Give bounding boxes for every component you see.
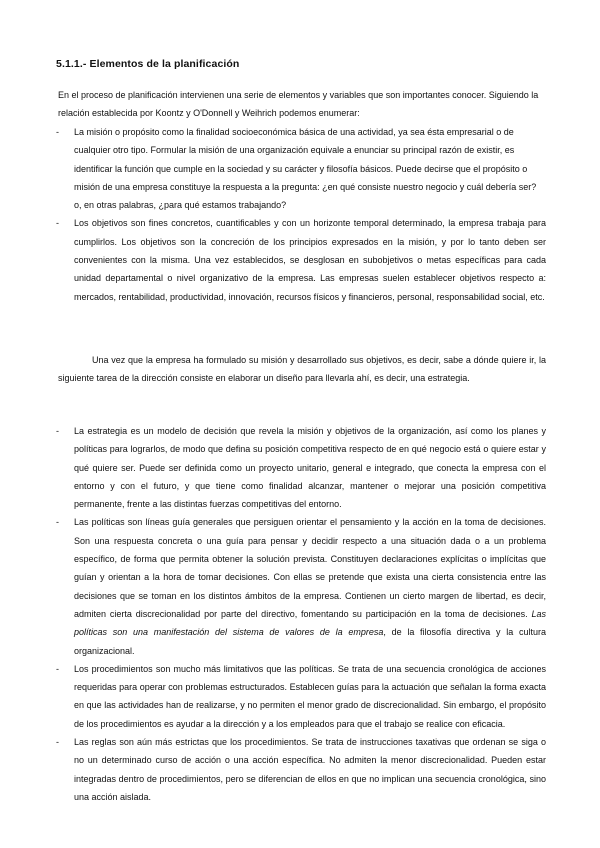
- list-item-text: Los objetivos son fines concretos, cuantificables y con un horizonte temporal determinado, la empresa trabaja para cumplirlos. Los objetivos son la concreción de los principios expresados en la misión, y por lo tanto deben ser convenientes con la misma. Una vez establecidos, se desglosan en subobjetivos o metas específicas para cada unidad departamental o nivel organizativo de la empresa. Las empresas suelen establecer objetivos respecto a: mercados, rentabilidad, productividad, innovación, recursos físicos y financieros, personal, responsabilidad social, etc.: [74, 218, 546, 302]
- list-item-text: Los procedimientos son mucho más limitativos que las políticas. Se trata de una secuencia cronológica de acciones requeridas para operar con problemas estructurados. Establecen guías para la actuación que señalan la forma exacta en que las actividades han de realizarse, y no permiten el menor grado de discrecionalidad. Sin embargo, el propósito de los procedimientos es ayudar a la dirección y a los empleados para que el trabajo se realice con eficacia.: [74, 663, 546, 729]
- list-item-text: Las políticas son líneas guía generales que persiguen orientar el pensamiento y la acción en la toma de decisiones. Son una respuesta concreta o una guía para pensar y decidir respecto a una situación dada o a un problema específico, de forma que permita obtener la solución prevista. Constituyen declaraciones explícitas o implícitas que guían y orientan a la hora de tomar decisiones. Con ellas se pretende que exista una cierta consistencia entre las decisiones que se toman en los distintos ámbitos de la empresa. Contienen un cierto margen de libertad, es decir, admiten cierta discrecionalidad por parte del directivo, fomentando su participación en la toma de decisiones.: [74, 517, 546, 619]
- list-item-text: La estrategia es un modelo de decisión que revela la misión y objetivos de la organización, así como los planes y políticas para lograrlos, de modo que defina su posición competitiva respecto de en qué negocio está o quiere estar y qué quiere ser. Puede ser definida como un proyecto unitario, general e integrado, que conecta la empresa con el entorno y con el futuro, y que tiene como finalidad alcanzar, mantener o mejorar una posición competitiva permanente, frente a las distintas fuerzas competitivas del entorno.: [74, 426, 546, 510]
- bullet-dash: -: [56, 517, 59, 528]
- bullet-dash: -: [56, 218, 59, 229]
- list-item-objetivos: [0, 214, 546, 305]
- list-item-mision: [0, 123, 546, 214]
- elements-list-a: [0, 123, 600, 306]
- bullet-dash: -: [56, 737, 59, 748]
- bullet-dash: -: [56, 426, 59, 436]
- list-item-procedimientos: [0, 660, 546, 733]
- bullet-dash: -: [56, 663, 59, 674]
- strategy-paragraph: [58, 351, 546, 388]
- intro-paragraph: En el proceso de planificación intervienen una serie de elementos y variables que son importantes conocer. Siguiendo la relación establecida por Koontz y O'Donnell y Weihrich podemos enumerar:: [58, 90, 539, 119]
- list-item-emphasis: Las políticas son una manifestación del sistema de valores de la empresa: [74, 608, 546, 638]
- list-item-reglas: [0, 733, 546, 806]
- list-item-text-end: , de la filosofía directiva y la cultura organizacional.: [74, 627, 546, 656]
- list-item-text: La misión o propósito como la finalidad socioeconómica básica de una actividad, ya sea ésta empresarial o de cualquier otro tipo. Formular la misión de una organización equivale a enunciar su principal razón de existir, es identificar la función que cumple en la sociedad y su carácter y filosofía básicos. Puede decirse que el propósito o misión de una empresa constituye la respuesta a la pregunta: ¿en qué consiste nuestro negocio y cuál debería ser? o, en otras palabras, ¿para qué estamos trabajando?: [74, 127, 537, 211]
- bullet-dash: -: [56, 127, 59, 137]
- list-item-text: Las reglas son aún más estrictas que los procedimientos. Se trata de instrucciones taxativas que ordenan se siga o no un determinado curso de acción o una acción específica. No admiten la menor discrecionalidad. Pueden estar integradas dentro de procedimientos, pero se diferencian de ellos en que no implican una secuencia cronológica, sino una acción aislada.: [74, 737, 546, 802]
- list-item-estrategia: [0, 422, 546, 513]
- elements-list-b: [0, 422, 600, 806]
- paragraph-text: Una vez que la empresa ha formulado su misión y desarrollado sus objetivos, es decir, sabe a dónde quiere ir, la siguiente tarea de la dirección consiste en elaborar un diseño para llevarla ahí, es decir, una estrategia.: [58, 355, 546, 384]
- section-title: 5.1.1.- Elementos de la planificación: [56, 58, 240, 70]
- list-item-politicas: [0, 513, 546, 659]
